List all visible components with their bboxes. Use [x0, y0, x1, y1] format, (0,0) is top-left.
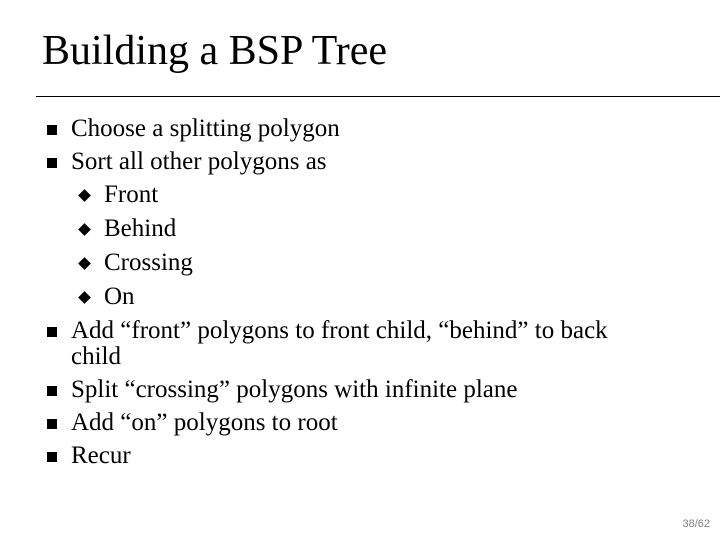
bullet-item [0, 443, 720, 469]
sub-bullet-item [0, 182, 720, 208]
square-bullet-icon [47, 327, 57, 337]
bullet-item [0, 116, 720, 142]
sub-bullet-item [0, 216, 720, 242]
sub-bullet-item [0, 284, 720, 310]
slide-title: Building a BSP Tree [42, 28, 388, 74]
square-bullet-icon [47, 158, 57, 168]
bullet-text: Add “front” polygons to front child, “behind” to back child [71, 317, 608, 370]
square-bullet-icon [47, 125, 57, 135]
bullet-text: Sort all other polygons as [71, 148, 327, 175]
bullet-item [0, 149, 720, 175]
sub-bullet-text: On [104, 283, 135, 310]
square-bullet-icon [47, 452, 57, 462]
bullet-list [0, 116, 720, 476]
bullet-item [0, 410, 720, 436]
sub-bullet-text: Behind [104, 215, 177, 242]
bullet-item [0, 318, 720, 370]
diamond-bullet-icon [78, 223, 91, 236]
page-number: 38/62 [682, 518, 710, 530]
diamond-bullet-icon [78, 291, 91, 304]
title-divider [36, 96, 720, 97]
bullet-text: Add “on” polygons to root [71, 409, 338, 436]
bullet-text: Split “crossing” polygons with infinite plane [71, 376, 518, 403]
bullet-item [0, 377, 720, 403]
square-bullet-icon [47, 386, 57, 396]
sub-bullet-text: Crossing [104, 249, 193, 276]
diamond-bullet-icon [78, 257, 91, 270]
bullet-text: Recur [71, 442, 131, 469]
sub-bullet-item [0, 250, 720, 276]
square-bullet-icon [47, 419, 57, 429]
sub-bullet-text: Front [104, 181, 159, 208]
bullet-text: Choose a splitting polygon [71, 115, 340, 142]
diamond-bullet-icon [78, 189, 91, 202]
